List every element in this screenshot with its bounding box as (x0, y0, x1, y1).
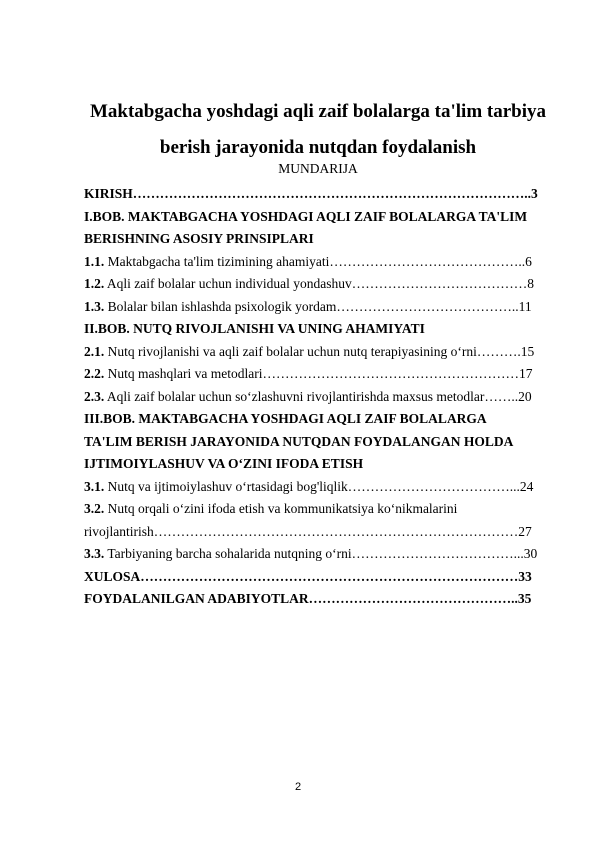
document-title-line-1: Maktabgacha yoshdagi aqli zaif bolalarga ta'lim tarbiya (89, 101, 547, 122)
toc-entry-text: Nutq va ijtimoiylashuv o‘rtasidagi bog'liqlik………………………………...24 (104, 478, 534, 494)
toc-chapter-3-line-3 (84, 453, 556, 476)
toc-entry-number: 1.1. (84, 253, 105, 269)
toc-entry-references (84, 588, 556, 611)
contents-heading: MUNDARIJA (278, 161, 358, 176)
toc-entry-number: 1.3. (84, 298, 105, 314)
toc-entry-number: 2.1. (84, 343, 105, 359)
toc-entry-text: BERISHNING ASOSIY PRINSIPLARI (84, 231, 314, 246)
table-of-contents (84, 183, 556, 611)
toc-entry-text: Nutq orqali o‘zini ifoda etish va kommunikatsiya ko‘nikmalarini (104, 501, 458, 516)
toc-entry-1-3 (84, 296, 556, 319)
toc-entry-1-1 (84, 251, 556, 274)
toc-entry-text: II.BOB. NUTQ RIVOJLANISHI VA UNING AHAMIYATI (84, 321, 425, 336)
toc-entry-2-3 (84, 386, 556, 409)
toc-entry-conclusion (84, 566, 556, 589)
document-title-line-2: berish jarayonida nutqdan foydalanish (159, 137, 477, 158)
toc-entry-3-2-line-2 (84, 521, 556, 544)
toc-entry-text: Aqli zaif bolalar uchun individual yondashuv…………………………………8 (104, 276, 534, 291)
toc-entry-text: IJTIMOIYLASHUV VA O‘ZINI IFODA ETISH (84, 456, 364, 471)
toc-entry-number: 3.3. (84, 546, 105, 561)
toc-entry-text: Aqli zaif bolalar uchun so‘zlashuvni rivojlantirishda maxsus metodlar……..20 (104, 388, 532, 404)
toc-chapter-2 (84, 318, 556, 341)
toc-entry-text: Bolalar bilan ishlashda psixologik yordam…………………………………..11 (104, 298, 532, 314)
toc-entry-text: FOYDALANILGAN ADABIYOTLAR………………………………………..35 (84, 591, 532, 606)
toc-entry-number: 2.3. (84, 388, 105, 404)
toc-entry-number: 3.2. (84, 501, 105, 516)
toc-chapter-1-line-1 (84, 206, 556, 229)
toc-chapter-1-line-2 (84, 228, 556, 251)
toc-entry-text: Tarbiyaning barcha sohalarida nutqning o‘rni………………………………...30 (104, 546, 538, 561)
toc-entry-text: TA'LIM BERISH JARAYONIDA NUTQDAN FOYDALANGAN HOLDA (84, 433, 514, 449)
toc-entry-text: III.BOB. MAKTABGACHA YOSHDAGI AQLI ZAIF BOLALARGA (84, 411, 487, 426)
toc-entry-text: I.BOB. MAKTABGACHA YOSHDAGI AQLI ZAIF BOLALARGA TA'LIM (84, 208, 528, 224)
toc-entry-number: 1.2. (84, 276, 105, 291)
toc-entry-1-2 (84, 273, 556, 296)
toc-entry-3-1 (84, 476, 556, 499)
toc-entry-3-3 (84, 543, 556, 566)
toc-entry-intro (84, 183, 556, 206)
toc-chapter-3-line-1 (84, 408, 556, 431)
toc-entry-text: KIRISH……………………………………………………………………………..3 (84, 186, 538, 201)
toc-entry-text: rivojlantirish………………………………………………………………………27 (84, 523, 532, 539)
toc-entry-2-1 (84, 341, 556, 364)
toc-entry-text: Maktabgacha ta'lim tizimining ahamiyati……………………………………..6 (104, 253, 532, 269)
toc-entry-2-2 (84, 363, 556, 386)
toc-entry-3-2-line-1 (84, 498, 556, 521)
toc-chapter-3-line-2 (84, 431, 556, 454)
toc-entry-text: XULOSA…………………………………………………………………………33 (84, 568, 532, 584)
toc-entry-text: Nutq rivojlanishi va aqli zaif bolalar uchun nutq terapiyasining o‘rni……….15 (104, 343, 535, 359)
toc-entry-number: 2.2. (84, 366, 105, 381)
toc-entry-text: Nutq mashqlari va metodlari…………………………………………………17 (104, 366, 533, 381)
page-number: 2 (294, 781, 302, 793)
toc-entry-number: 3.1. (84, 478, 105, 494)
